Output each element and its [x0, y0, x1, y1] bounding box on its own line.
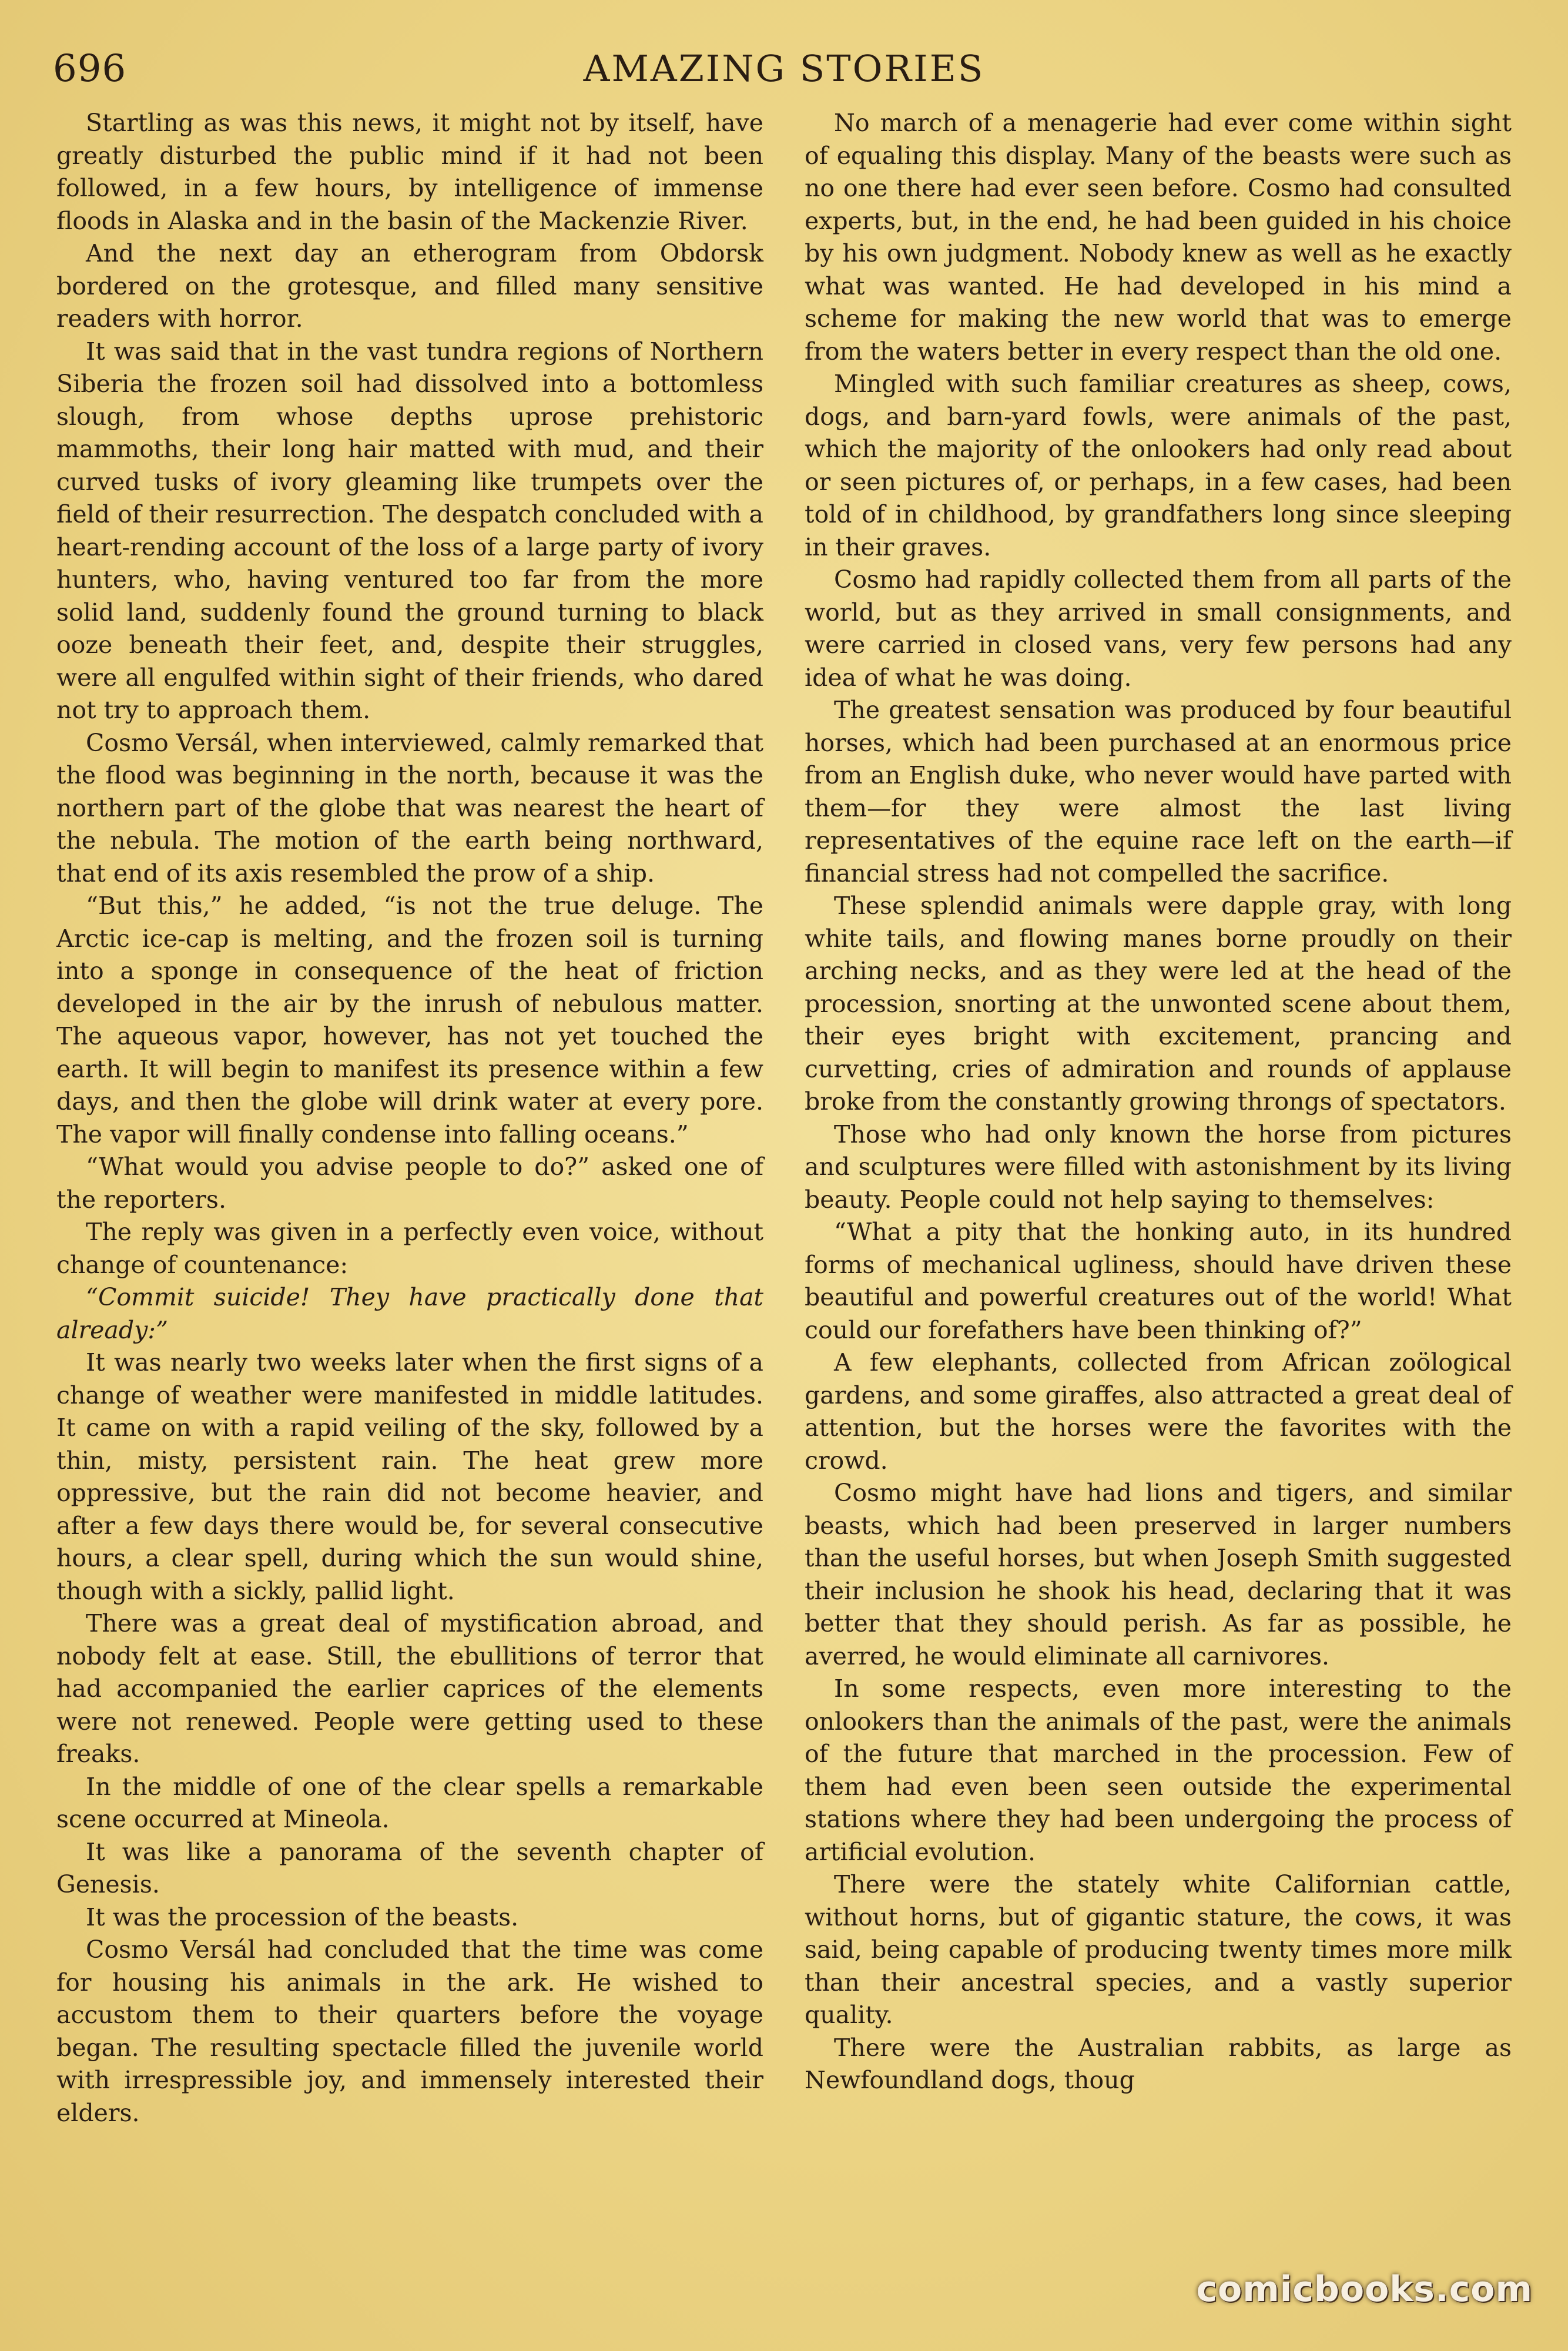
paragraph: There were the Australian rabbits, as large as Newfoundland dogs, thoug	[805, 2033, 1512, 2094]
right-column	[805, 107, 1512, 2276]
paragraph: The greatest sensation was produced by four beautiful horses, which had been purchased at an enormous price from an English duke, who never would have parted with them—for they were almost the last living representatives of the equine race left on the earth—if financial stress had not compelled the sacrifice.	[805, 696, 1512, 888]
paragraph: “What would you advise people to do?” asked one of the reporters.	[56, 1153, 763, 1214]
paragraph: “But this,” he added, “is not the true deluge. The Arctic ice-cap is melting, and the frozen soil is turning into a sponge in consequence of the heat of friction developed in the air by the inrush of nebulous matter. The aqueous vapor, however, has not yet touched the earth. It will begin to manifest its presence within a few days, and then the globe will drink water at every pore. The vapor will finally condense into falling oceans.”	[56, 892, 763, 1148]
paragraph: It was nearly two weeks later when the first signs of a change of weather were manifested in middle latitudes. It came on with a rapid veiling of the sky, followed by a thin, misty, persistent rain. The heat grew more oppressive, but the rain did not become heavier, and after a few days there would be, for several consecutive hours, a clear spell, during which the sun would shine, though with a sickly, pallid light.	[56, 1348, 763, 1605]
paragraph: Mingled with such familiar creatures as sheep, cows, dogs, and barn-yard fowls, were animals of the past, which the majority of the onlookers had only read about or seen pictures of, or perhaps, in a few cases, had been told of in childhood, by grandfathers long since sleeping in their graves.	[805, 370, 1512, 561]
paragraph: No march of a menagerie had ever come within sight of equaling this display. Many of the beasts were such as no one there had ever seen before. Cosmo had consulted experts, but, in the end, he had been guided in his choice by his own judgment. Nobody knew as well as he exactly what was wanted. He had developed in his mind a scheme for making the new world that was to emerge from the waters better in every respect than the old one.	[805, 109, 1512, 366]
paragraph: It was like a panorama of the seventh chapter of Genesis.	[56, 1837, 763, 1898]
left-column	[56, 107, 763, 2276]
paragraph: Cosmo might have had lions and tigers, and similar beasts, which had been preserved in larger numbers than the useful horses, but when Joseph Smith suggested their inclusion he shook his head, declaring that it was better that they should perish. As far as possible, he averred, he would eliminate all carnivores.	[805, 1479, 1512, 1670]
paragraph: These splendid animals were dapple gray, with long white tails, and flowing manes borne proudly on their arching necks, and as they were led at the head of the procession, snorting at the unwonted scene about them, their eyes bright with excitement, prancing and curvetting, cries of admiration and rounds of applause broke from the constantly growing throngs of spectators.	[805, 892, 1512, 1116]
page-number: 696	[53, 47, 127, 91]
paragraph: And the next day an etherogram from Obdorsk bordered on the grotesque, and filled many sensitive readers with horror.	[56, 239, 763, 333]
article-body	[56, 107, 1512, 2276]
paragraph: In some respects, even more interesting to the onlookers than the animals of the past, were the animals of the future that marched in the procession. Few of them had even been seen outside the experimental stations where they had been undergoing the process of artificial evolution.	[805, 1674, 1512, 1866]
paragraph: It was said that in the vast tundra regions of Northern Siberia the frozen soil had dissolved into a bottomless slough, from whose depths uprose prehistoric mammoths, their long hair matted with mud, and their curved tusks of ivory gleaming like trumpets over the field of their resurrection. The despatch concluded with a heart-rending account of the loss of a large party of ivory hunters, who, having ventured too far from the more solid land, suddenly found the ground turning to black ooze beneath their feet, and, despite their struggles, were all engulfed within sight of their friends, who dared not try to approach them.	[56, 337, 763, 724]
paragraph: There was a great deal of mystification abroad, and nobody felt at ease. Still, the ebullitions of terror that had accompanied the earlier caprices of the elements were not renewed. People were getting used to these freaks.	[56, 1609, 763, 1768]
paragraph: “Commit suicide! They have practically done that already:”	[56, 1283, 763, 1344]
paragraph: Cosmo had rapidly collected them from all parts of the world, but as they arrived in small consignments, and were carried in closed vans, very few persons had any idea of what he was doing.	[805, 565, 1512, 692]
magazine-title: AMAZING STORIES	[583, 47, 985, 90]
paragraph: “What a pity that the honking auto, in its hundred forms of mechanical ugliness, should have driven these beautiful and powerful creatures out of the world! What could our forefathers have been thinking of?”	[805, 1218, 1512, 1344]
paragraph: In the middle of one of the clear spells a remarkable scene occurred at Mineola.	[56, 1772, 763, 1833]
paragraph: Those who had only known the horse from pictures and sculptures were filled with astonishment by its living beauty. People could not help saying to themselves:	[805, 1120, 1512, 1214]
page-header	[53, 47, 1515, 94]
paragraph: It was the procession of the beasts.	[86, 1903, 519, 1931]
paragraph: There were the stately white Californian cattle, without horns, but of gigantic stature, the cows, it was said, being capable of producing twenty times more milk than their ancestral species, and a vastly superior quality.	[805, 1870, 1512, 2029]
paragraph: Cosmo Versál had concluded that the time was come for housing his animals in the ark. He wished to accustom them to their quarters before the voyage began. The resulting spectacle filled the juvenile world with irrespressible joy, and immensely interested their elders.	[56, 1935, 763, 2127]
paragraph: A few elephants, collected from African zoölogical gardens, and some giraffes, also attracted a great deal of attention, but the horses were the favorites with the crowd.	[805, 1348, 1512, 1475]
paragraph: Startling as was this news, it might not by itself, have greatly disturbed the public mind if it had not been followed, in a few hours, by intelligence of immense floods in Alaska and in the basin of the Mackenzie River.	[56, 109, 763, 235]
site-watermark: comicbooks.com	[1196, 2269, 1533, 2310]
paragraph: Cosmo Versál, when interviewed, calmly remarked that the flood was beginning in the north, because it was the northern part of the globe that was nearest the heart of the nebula. The motion of the earth being northward, that end of its axis resembled the prow of a ship.	[56, 728, 764, 888]
paragraph: The reply was given in a perfectly even voice, without change of countenance:	[56, 1218, 763, 1279]
